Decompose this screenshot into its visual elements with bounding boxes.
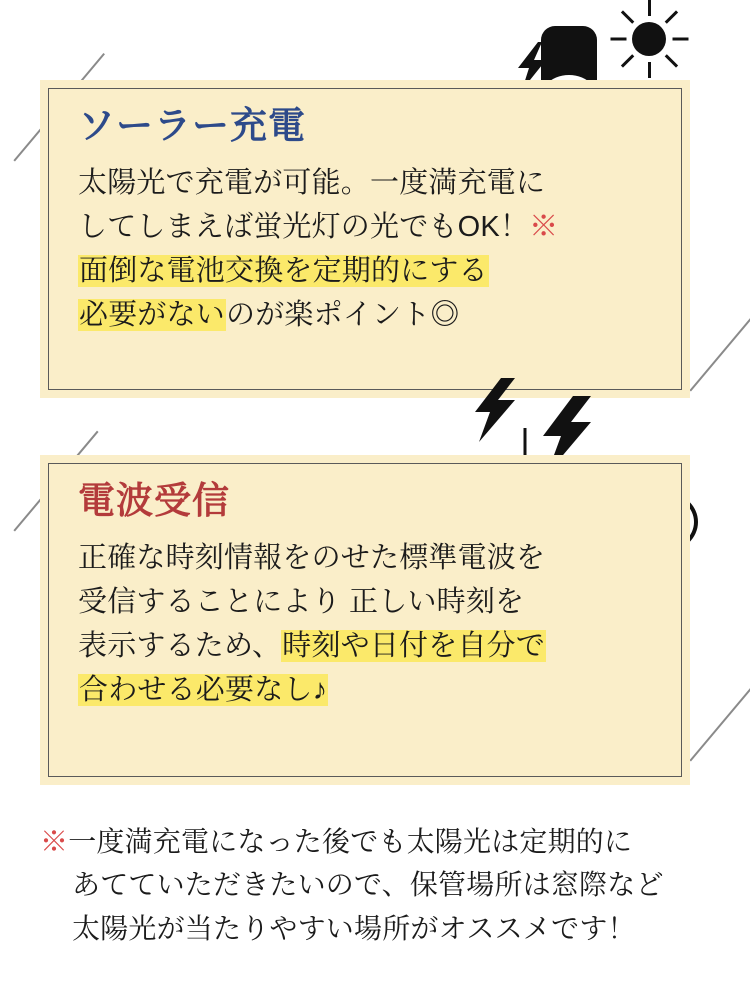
footnote-line: [40, 820, 720, 863]
highlighted-text: 時刻や日付を自分で: [282, 629, 546, 662]
footnote-mark: ※: [40, 826, 69, 857]
asterisk-mark: ※: [529, 210, 559, 243]
footnote-text: 一度満充電になった後でも太陽光は定期的に: [68, 826, 633, 857]
body-line: [78, 668, 660, 712]
panel-body-solar: [78, 161, 660, 337]
body-line: [78, 580, 660, 624]
body-line: [78, 293, 660, 337]
body-line: [78, 249, 660, 293]
footnote: [40, 820, 720, 950]
body-line: [78, 161, 660, 205]
panel-title-radio: 電波受信: [78, 480, 230, 521]
footnote-line: [40, 863, 720, 906]
panel-title-solar: ソーラー充電: [78, 105, 306, 146]
footnote-text: あてていただきたいので、保管場所は窓際など: [72, 869, 664, 901]
footnote-text: 太陽光が当たりやすい場所がオススメです！: [72, 912, 636, 944]
body-text: 受信することにより 正しい時刻を: [78, 585, 525, 618]
body-line: [78, 536, 660, 580]
body-text: 表示するため、: [78, 629, 282, 662]
footnote-line: [40, 907, 720, 950]
decorative-slash: [689, 661, 750, 762]
panel-body-radio: [78, 536, 660, 712]
body-line: [78, 205, 660, 249]
body-text: のが楽ポイント◎: [226, 298, 460, 331]
body-text: してしまえば蛍光灯の光でもOK！: [78, 210, 530, 243]
decorative-slash: [689, 291, 750, 392]
highlighted-text: 合わせる必要なし♪: [79, 673, 328, 706]
body-line: [78, 624, 660, 668]
highlighted-text: 必要がない: [79, 298, 226, 331]
body-text: 太陽光で充電が可能。一度満充電に: [78, 166, 546, 199]
panel-radio: [40, 455, 690, 785]
body-text: 正確な時刻情報をのせた標準電波を: [78, 541, 546, 574]
panel-solar: [40, 80, 690, 398]
highlighted-text: 面倒な電池交換を定期的にする: [79, 254, 488, 287]
